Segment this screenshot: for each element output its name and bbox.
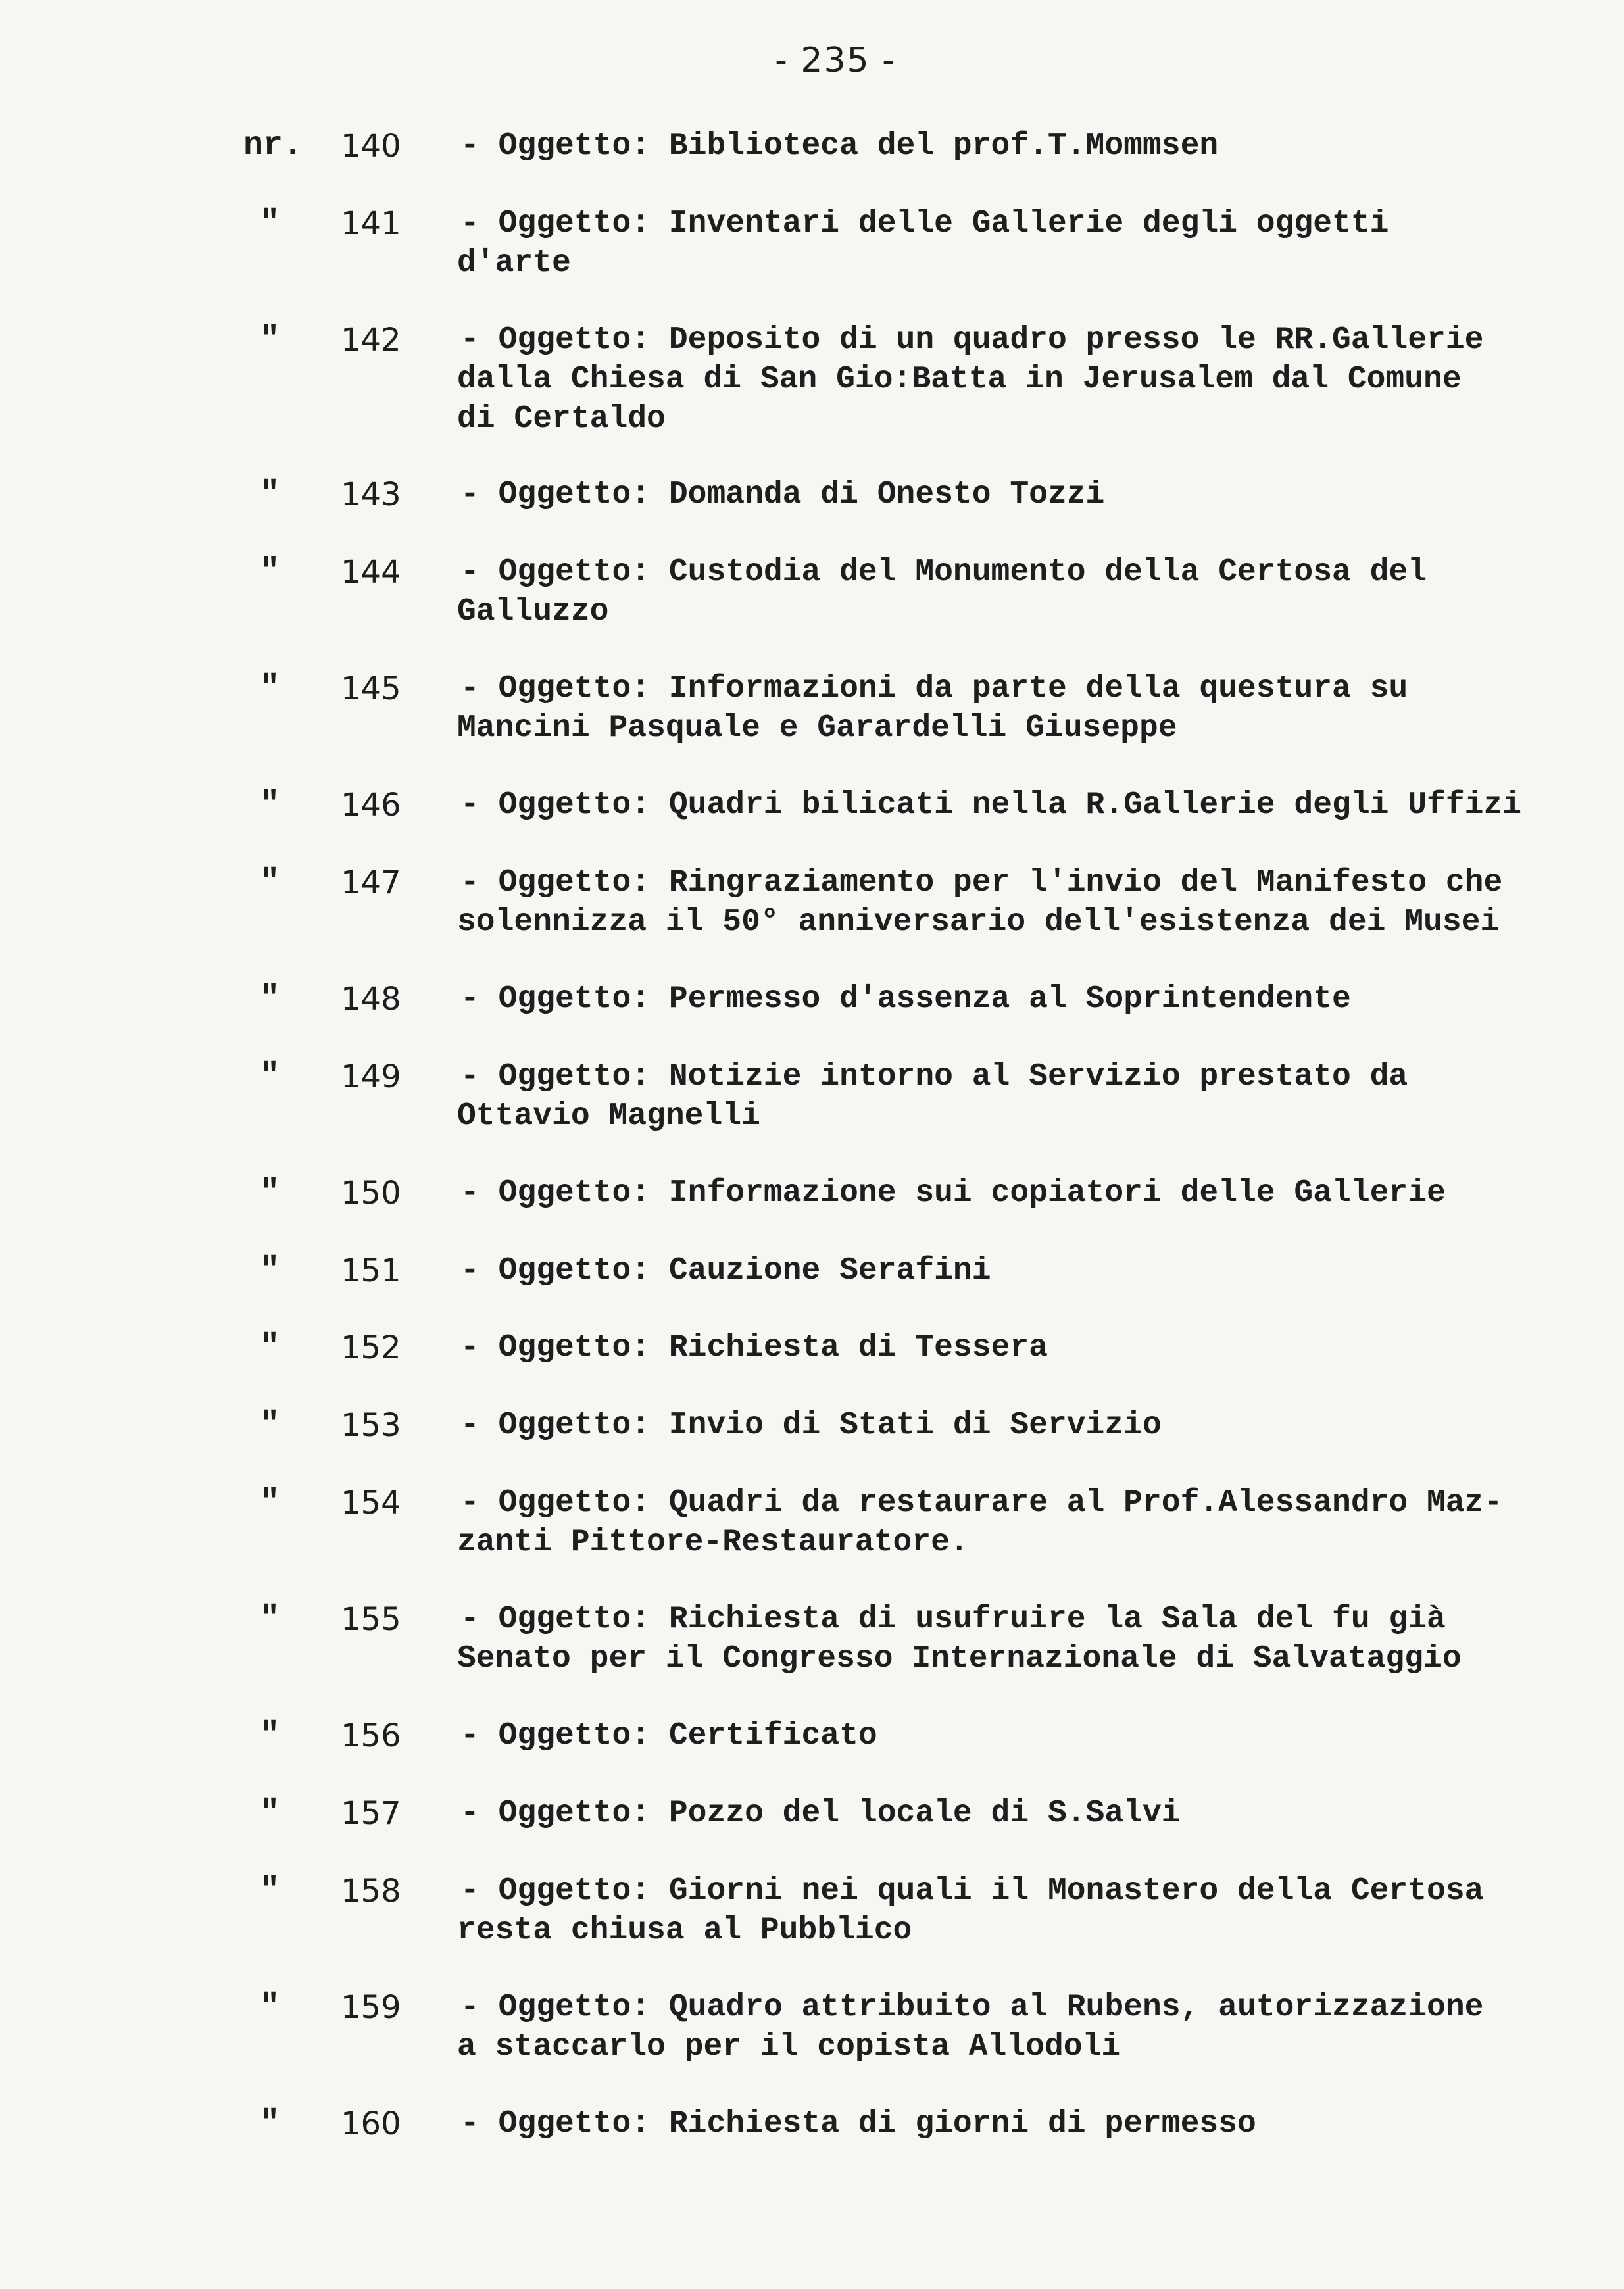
entry-subject bbox=[460, 1716, 1579, 1756]
entry-subject-line: Senato per il Congresso Internazionale di Salvataggio bbox=[457, 1641, 1462, 1677]
entry-subject-line: - Oggetto: Invio di Stati di Servizio bbox=[460, 1408, 1162, 1443]
ditto-mark: " bbox=[260, 1794, 280, 1832]
entry-subject bbox=[460, 2104, 1579, 2144]
ditto-mark: " bbox=[260, 1600, 280, 1638]
entry-subject bbox=[460, 1328, 1579, 1367]
entry-number: 148 bbox=[341, 981, 401, 1018]
entry-subject bbox=[457, 1988, 1579, 2067]
ditto-mark: " bbox=[260, 1252, 280, 1289]
entry-subject-line: - Oggetto: Quadri da restaurare al Prof.Alessandro Maz- bbox=[460, 1485, 1503, 1521]
entry-subject-line: - Oggetto: Notizie intorno al Servizio prestato da bbox=[460, 1059, 1408, 1095]
entry-number: 152 bbox=[341, 1329, 401, 1366]
ditto-mark: " bbox=[260, 1406, 280, 1444]
entry-subject-line: - Oggetto: Inventari delle Gallerie degli oggetti bbox=[460, 206, 1389, 241]
ditto-mark: " bbox=[260, 205, 280, 242]
ditto-mark: " bbox=[260, 2105, 280, 2142]
entry-number: 150 bbox=[341, 1175, 401, 1212]
entry-number: 143 bbox=[341, 476, 401, 513]
entry-subject-line: - Oggetto: Custodia del Monumento della Certosa del bbox=[460, 554, 1427, 590]
entry-subject-line: - Oggetto: Pozzo del locale di S.Salvi bbox=[460, 1796, 1181, 1831]
ditto-mark: " bbox=[260, 476, 280, 513]
entry-subject-line: - Oggetto: Richiesta di giorni di permesso bbox=[460, 2106, 1256, 2142]
entry-subject bbox=[457, 1057, 1579, 1136]
entry-subject-line: - Oggetto: Informazioni da parte della questura su bbox=[460, 671, 1408, 706]
entry-subject-line: dalla Chiesa di San Gio:Batta in Jerusalem dal Comune bbox=[457, 362, 1462, 397]
entry-subject-line: - Oggetto: Quadri bilicati nella R.Gallerie degli Uffizi bbox=[460, 787, 1522, 823]
entry-subject-line: - Oggetto: Quadro attribuito al Rubens, autorizzazione bbox=[460, 1990, 1484, 2025]
entry-subject bbox=[457, 863, 1579, 942]
ditto-mark: " bbox=[260, 1174, 280, 1212]
entry-number: 142 bbox=[341, 322, 401, 358]
entry-subject bbox=[460, 1173, 1579, 1213]
entry-subject bbox=[457, 1871, 1579, 1950]
entry-subject-line: - Oggetto: Biblioteca del prof.T.Mommsen bbox=[460, 128, 1219, 164]
entry-subject bbox=[457, 1483, 1579, 1562]
entry-number: 145 bbox=[341, 670, 401, 707]
entry-subject-line: Galluzzo bbox=[457, 594, 609, 629]
entry-subject bbox=[460, 1406, 1579, 1445]
ditto-mark: " bbox=[260, 786, 280, 824]
entry-subject-line: di Certaldo bbox=[457, 401, 666, 437]
entry-subject bbox=[457, 1600, 1579, 1679]
entry-subject-line: - Oggetto: Cauzione Serafini bbox=[460, 1253, 991, 1289]
entry-subject-line: a staccarlo per il copista Allodoli bbox=[457, 2029, 1121, 2065]
entry-number: 154 bbox=[341, 1485, 401, 1521]
entry-subject-line: Mancini Pasquale e Garardelli Giuseppe bbox=[457, 710, 1177, 746]
entry-subject bbox=[460, 1794, 1579, 1833]
entry-subject bbox=[457, 204, 1579, 283]
ditto-mark: " bbox=[260, 1717, 280, 1754]
entry-number: 147 bbox=[341, 864, 401, 901]
entry-subject bbox=[457, 669, 1579, 748]
entry-subject-line: resta chiusa al Pubblico bbox=[457, 1913, 912, 1948]
entry-number: 149 bbox=[341, 1058, 401, 1095]
ditto-mark: " bbox=[260, 1988, 280, 2026]
entry-subject-line: - Oggetto: Giorni nei quali il Monastero della Certosa bbox=[460, 1873, 1484, 1909]
entry-number: 140 bbox=[341, 128, 401, 164]
ditto-mark: " bbox=[260, 980, 280, 1018]
entry-subject bbox=[460, 475, 1579, 514]
entry-subject-line: zanti Pittore-Restauratore. bbox=[457, 1525, 969, 1560]
ditto-mark: " bbox=[260, 1484, 280, 1521]
entry-number: 158 bbox=[341, 1873, 401, 1909]
entry-subject bbox=[457, 320, 1579, 439]
entry-subject-line: - Oggetto: Deposito di un quadro presso le RR.Gallerie bbox=[460, 322, 1484, 358]
entry-subject-line: - Oggetto: Informazione sui copiatori delle Gallerie bbox=[460, 1175, 1446, 1211]
entry-subject-line: - Oggetto: Ringraziamento per l'invio del Manifesto che bbox=[460, 865, 1503, 900]
ditto-mark: " bbox=[260, 321, 280, 358]
entry-number: 155 bbox=[341, 1601, 401, 1638]
ditto-mark: " bbox=[260, 1872, 280, 1909]
entry-number: 156 bbox=[341, 1717, 401, 1754]
entry-number: 160 bbox=[341, 2105, 401, 2142]
page-number: - 235 - bbox=[775, 41, 896, 80]
entry-subject-line: d'arte bbox=[457, 245, 571, 281]
ditto-mark: " bbox=[260, 670, 280, 707]
entry-subject-line: - Oggetto: Richiesta di usufruire la Sala del fu già bbox=[460, 1602, 1446, 1637]
ditto-mark: " bbox=[260, 553, 280, 591]
entry-number: 146 bbox=[341, 787, 401, 824]
entry-subject-line: solennizza il 50° anniversario dell'esistenza dei Musei bbox=[457, 904, 1500, 940]
entry-number: 151 bbox=[341, 1252, 401, 1289]
entry-number: 144 bbox=[341, 554, 401, 591]
entry-subject-line: - Oggetto: Permesso d'assenza al Soprintendente bbox=[460, 981, 1351, 1017]
entry-subject bbox=[460, 126, 1579, 166]
entry-prefix-nr: nr. bbox=[243, 127, 303, 164]
entry-subject bbox=[460, 1251, 1579, 1291]
entry-subject bbox=[460, 979, 1579, 1019]
entry-subject-line: Ottavio Magnelli bbox=[457, 1098, 760, 1134]
entry-number: 157 bbox=[341, 1795, 401, 1832]
ditto-mark: " bbox=[260, 1058, 280, 1095]
entry-number: 153 bbox=[341, 1407, 401, 1444]
entry-number: 159 bbox=[341, 1989, 401, 2026]
entry-number: 141 bbox=[341, 205, 401, 242]
entry-subject-line: - Oggetto: Richiesta di Tessera bbox=[460, 1330, 1048, 1366]
ditto-mark: " bbox=[260, 864, 280, 901]
entry-subject bbox=[460, 785, 1579, 825]
entry-subject-line: - Oggetto: Certificato bbox=[460, 1718, 877, 1754]
entry-subject-line: - Oggetto: Domanda di Onesto Tozzi bbox=[460, 477, 1105, 512]
entry-subject bbox=[457, 553, 1579, 631]
ditto-mark: " bbox=[260, 1329, 280, 1366]
